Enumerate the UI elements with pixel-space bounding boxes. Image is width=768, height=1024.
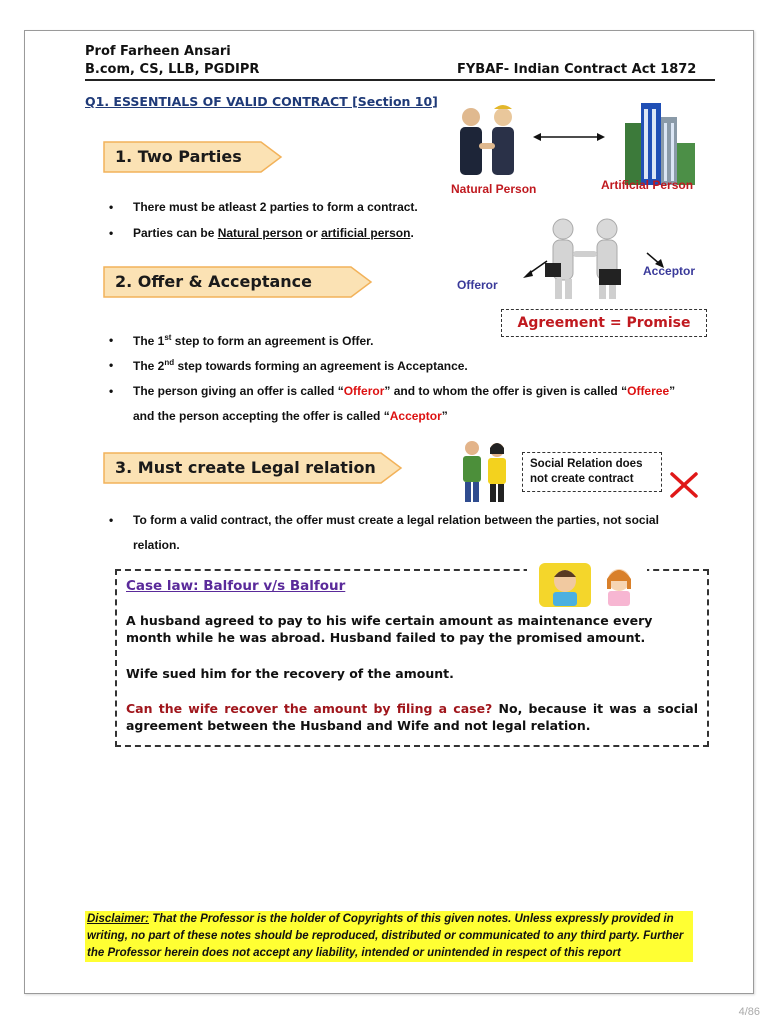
- cross-icon: [669, 471, 699, 499]
- briefcase-icon: [545, 263, 561, 277]
- case-law-answer: No, because it was a social agreement between the Husband and Wife and not legal relation.: [126, 701, 698, 733]
- section-banner-legal-relation: [103, 451, 403, 485]
- offeror-label: Offeror: [457, 278, 498, 292]
- husband-wife-cartoon: [527, 561, 647, 609]
- artificial-person-label: Artificial Person: [601, 178, 694, 192]
- section-banner-two-parties: [103, 140, 283, 174]
- building-icon: [625, 123, 641, 185]
- document-page: [24, 30, 754, 994]
- bullet-offeror-offeree: • The person giving an offer is called “Offeror” and to whom the offer is given is called “Offeree”: [109, 384, 676, 398]
- case-law-question-answer: [126, 700, 698, 734]
- author-name: Prof Farheen Ansari: [85, 44, 231, 59]
- subject-title: FYBAF- Indian Contract Act 1872: [457, 62, 697, 77]
- person-suit: [460, 127, 482, 175]
- disclaimer-text: That the Professor is the holder of Copyrights of this given notes. Unless expressly provided in writing, no part of these notes should be reproduced, distributed or communicated to any third party. Further the Professor herein does not accept any liability, intended or unintended in respect of this report: [87, 913, 684, 959]
- offeror-acceptor-illustration: [495, 213, 665, 303]
- person-head: [462, 108, 480, 126]
- author-qualifications: B.com, CS, LLB, PGDIPR: [85, 62, 260, 77]
- bullet-legal-relation-cont: relation.: [133, 538, 180, 552]
- disclaimer-lead: Disclaimer:: [87, 913, 150, 925]
- case-law-question: Can the wife recover the amount by filing a case?: [126, 701, 493, 716]
- bullet-first-step: • The 1st step to form an agreement is Offer.: [109, 333, 374, 348]
- bullet-acceptor-line: and the person accepting the offer is called “Acceptor”: [133, 409, 448, 423]
- natural-person-label: Natural Person: [451, 182, 537, 196]
- bullet-parties-types: • Parties can be Natural person or artificial person.: [109, 226, 414, 240]
- header-divider: [85, 79, 715, 81]
- couple-illustration: [455, 438, 517, 504]
- disclaimer: [85, 911, 693, 962]
- section-banner-label: 1. Two Parties: [115, 147, 242, 166]
- briefcase-icon: [599, 269, 621, 285]
- handshake: [479, 143, 495, 149]
- case-law-suit: Wife sued him for the recovery of the amount.: [126, 666, 454, 681]
- bullet-second-step: • The 2nd step towards forming an agreement is Acceptance.: [109, 358, 468, 373]
- agreement-promise-box: Agreement = Promise: [501, 309, 707, 337]
- section-banner-offer-acceptance: [103, 265, 373, 299]
- case-law-title: Case law: Balfour v/s Balfour: [126, 578, 346, 594]
- case-law-facts: A husband agreed to pay to his wife certain amount as maintenance every month while he was abroad. Husband failed to pay the promised amount.: [126, 613, 653, 645]
- page-number: 4/86: [738, 1006, 760, 1018]
- section-banner-label: 3. Must create Legal relation: [115, 458, 376, 477]
- acceptor-label: Acceptor: [643, 264, 696, 278]
- bullet-legal-relation: • To form a valid contract, the offer must create a legal relation between the parties, not social: [109, 513, 659, 527]
- social-relation-box: Social Relation does not create contract: [522, 452, 662, 492]
- section-banner-label: 2. Offer & Acceptance: [115, 272, 313, 291]
- question-title: Q1. ESSENTIALS OF VALID CONTRACT [Section 10]: [85, 94, 438, 109]
- bullet-two-parties: • There must be atleast 2 parties to form a contract.: [109, 200, 418, 214]
